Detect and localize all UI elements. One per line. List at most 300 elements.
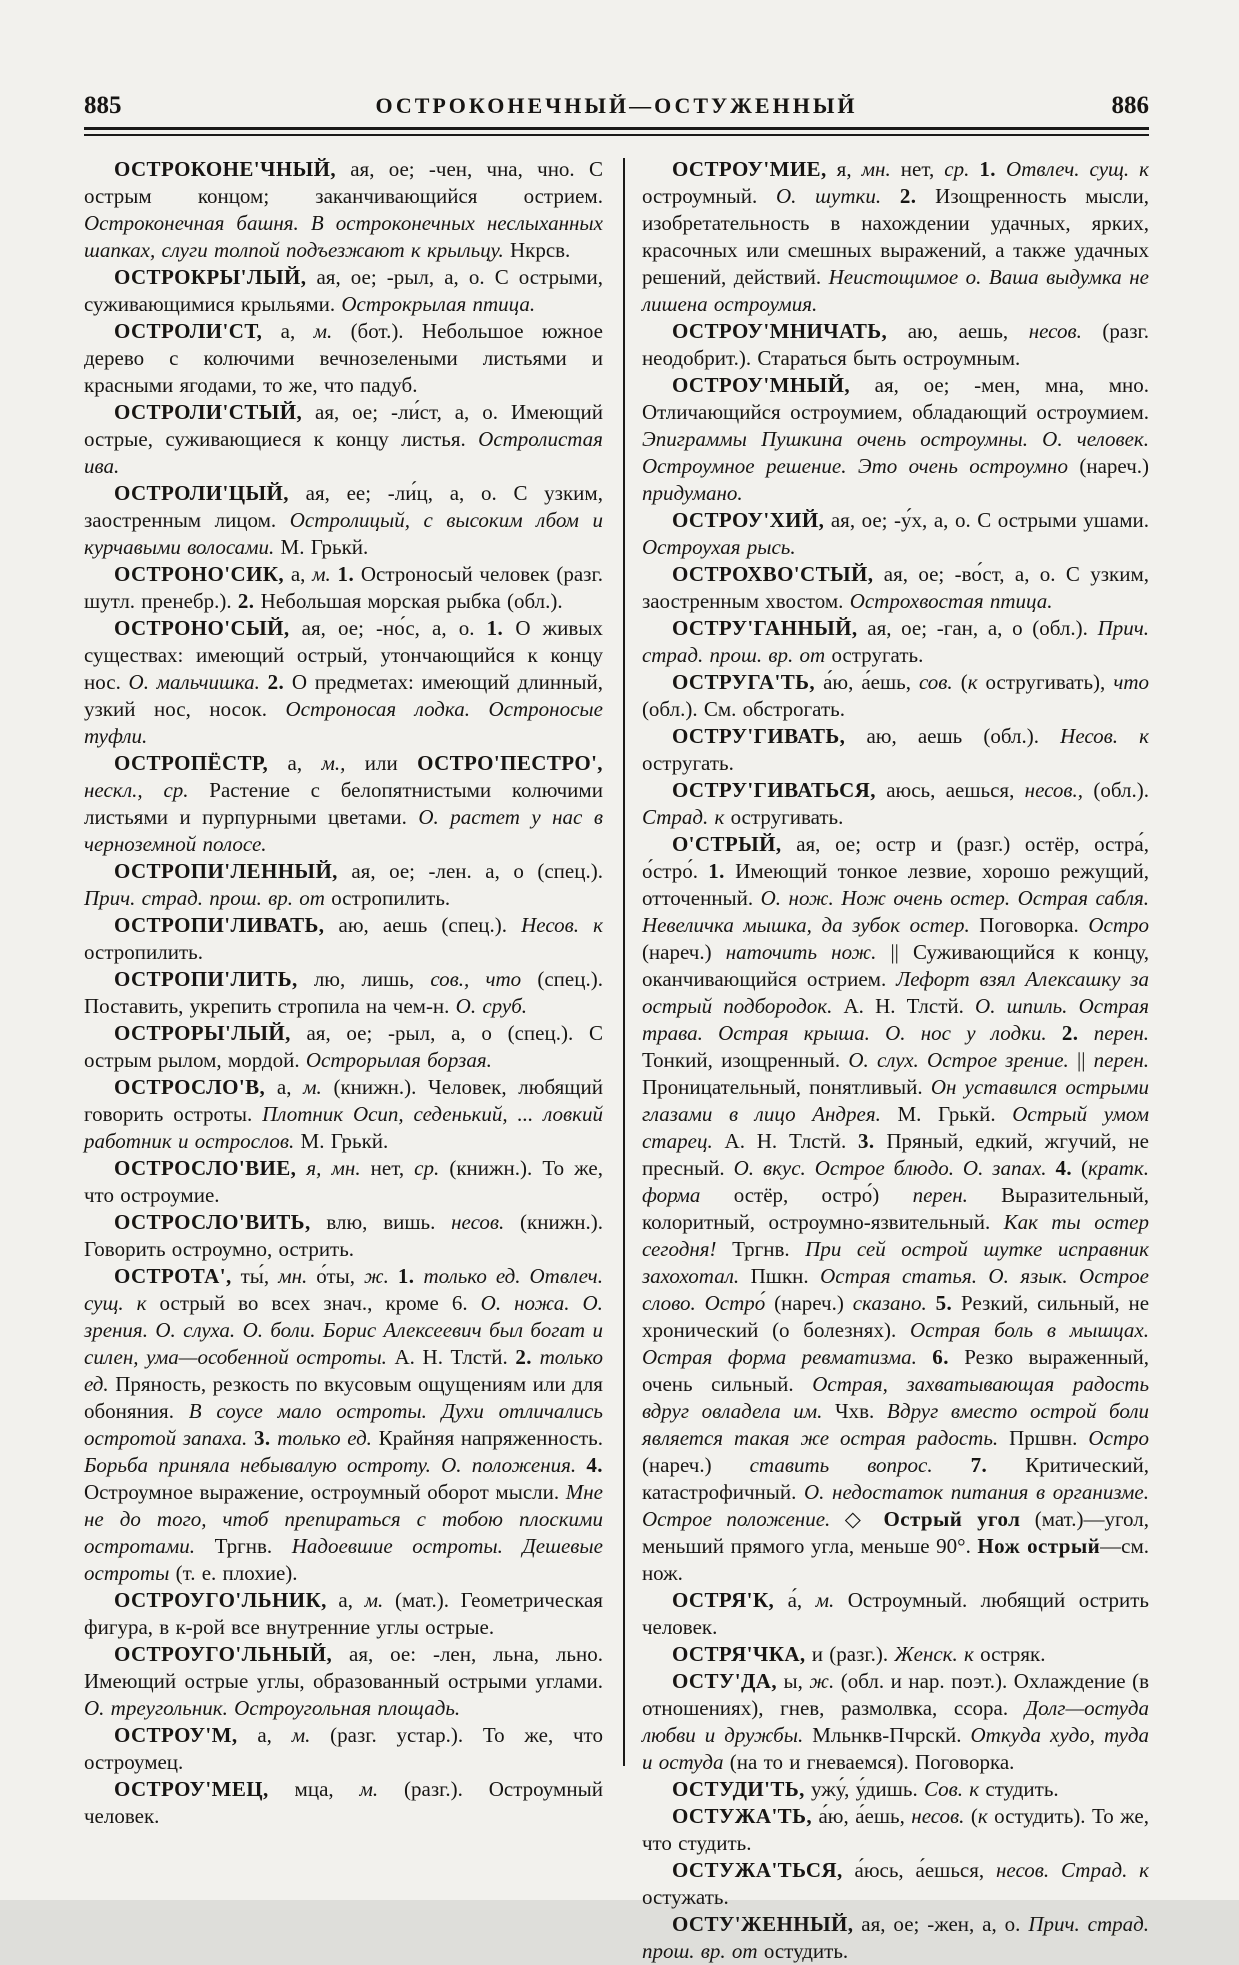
text-segment: Резкий, сильный, не хронический (о болезнях).: [641, 1291, 1150, 1342]
text-segment: Прич. страд. прош. вр. от: [641, 616, 1149, 667]
text-segment: Остроконечная башня. В остроконечных неслыханных шапках, слуги толпой подъезжают к крыльцу.: [84, 211, 603, 262]
dictionary-entry: [84, 561, 603, 615]
text-segment: Нож острый: [977, 1534, 1101, 1558]
dictionary-entry: [642, 1587, 1149, 1641]
text-segment: 7.: [970, 1453, 988, 1477]
text-segment: ОСТРОТА',: [114, 1264, 232, 1288]
text-segment: перен.: [912, 1183, 968, 1207]
text-segment: Он уставился острыми глазами в лицо Андрея.: [641, 1075, 1149, 1126]
text-segment: (мат.). Геометрическая фигура, в к-рой все внутренние углы острые.: [84, 1588, 603, 1639]
text-segment: остропилить.: [324, 886, 451, 910]
text-segment: (т. е. плохие).: [169, 1561, 298, 1585]
text-segment: я,: [826, 157, 862, 181]
text-segment: ОСТРЯ'ЧКА,: [671, 1642, 806, 1666]
dictionary-entry: [84, 912, 603, 966]
dictionary-entry: [642, 1803, 1149, 1857]
text-segment: аю, аешь (обл.).: [845, 724, 1061, 748]
text-segment: только ед.: [277, 1426, 372, 1450]
text-columns: [84, 156, 1150, 1963]
text-segment: При сей острой шутке исправник захохотал.: [641, 1237, 1149, 1288]
dictionary-entry: [642, 561, 1149, 615]
text-segment: Страд. к: [641, 805, 725, 829]
text-segment: ОСТУЖА'ТЬ,: [671, 1804, 813, 1828]
dictionary-entry: [642, 723, 1149, 777]
text-segment: || Суживающийся к концу, оканчивающийся острием.: [641, 940, 1149, 991]
text-segment: ОСТУ'ЖЕННЫЙ,: [671, 1912, 854, 1936]
dictionary-entry: [642, 372, 1149, 507]
text-segment: Небольшая морская рыбка (обл.).: [254, 589, 563, 613]
text-segment: студить.: [979, 1777, 1059, 1801]
text-segment: ОСТРОПИ'ЛЕННЫЙ,: [114, 859, 338, 883]
text-segment: Отвлеч. сущ. к: [1006, 157, 1150, 181]
text-segment: остужать.: [641, 1885, 729, 1909]
text-segment: [996, 157, 1006, 181]
text-segment: Пряность, резкость по вкусовым ощущениям или для обоняния.: [84, 1372, 603, 1423]
text-segment: Пршвн.: [998, 1426, 1089, 1450]
text-segment: ОСТРУ'ГИВАТЬСЯ,: [671, 778, 876, 802]
text-segment: ая, ее; -ли́ц, а, о. С узким, заостренным лицом.: [84, 481, 603, 532]
text-segment: (: [1072, 1156, 1088, 1180]
text-segment: Мльнкв-Пчрскй.: [803, 1723, 971, 1747]
text-segment: перен.: [1093, 1048, 1149, 1072]
text-segment: (нареч.): [641, 940, 726, 964]
text-segment: ОСТРОЛИ'СТЫЙ,: [114, 400, 303, 424]
text-segment: Нкрсв.: [503, 238, 571, 262]
text-segment: ср.: [414, 1156, 440, 1180]
text-segment: 4.: [1055, 1156, 1073, 1180]
text-segment: А. Н. Тлстй.: [712, 1129, 858, 1153]
text-segment: 2.: [237, 589, 255, 613]
text-segment: Несов. к: [1060, 724, 1149, 748]
text-segment: м.: [364, 1588, 384, 1612]
text-segment: ОСТУДИ'ТЬ,: [671, 1777, 805, 1801]
dictionary-entry: [84, 966, 603, 1020]
text-segment: М. Грькй.: [294, 1129, 389, 1153]
text-segment: О. нож. Нож очень остер. Острая сабля. Невеличка мышка, да зубок остер.: [641, 886, 1150, 937]
dictionary-entry: [84, 264, 603, 318]
text-segment: ОСТРОУ'МИЕ,: [671, 157, 827, 181]
text-segment: Лефорт взял Алексашку за острый подбородок.: [641, 967, 1149, 1018]
text-segment: к: [967, 670, 978, 694]
text-segment: остругивать.: [724, 805, 844, 829]
text-segment: 3.: [253, 1426, 271, 1450]
text-segment: Пряный, едкий, жгучий, не пресный.: [641, 1129, 1149, 1180]
text-segment: ая, ое; -лен. а, о (спец.).: [337, 859, 603, 883]
text-segment: Острая, захватывающая радость вдруг овладела им.: [641, 1372, 1150, 1423]
text-segment: ж.: [364, 1264, 389, 1288]
dictionary-entry: [642, 1641, 1149, 1668]
text-segment: Острая статья. О. язык. Острое слово. Остро́: [641, 1264, 1150, 1315]
text-segment: (нареч.): [641, 1453, 750, 1477]
text-segment: О предметах: имеющий длинный, узкий нос, носок.: [84, 670, 603, 721]
text-segment: 4.: [586, 1453, 603, 1477]
dictionary-entry: [84, 858, 603, 912]
text-segment: Остроносая лодка. Остроносые туфли.: [84, 697, 603, 748]
text-segment: Остро: [1088, 1426, 1149, 1450]
text-segment: (книжн.). Говорить остроумно, острить.: [84, 1210, 603, 1261]
dictionary-entry: [642, 318, 1149, 372]
text-segment: Крайняя напряженность.: [371, 1426, 603, 1450]
text-segment: О'СТРЫЙ,: [671, 832, 782, 856]
text-segment: (спец.). Поставить, укрепить стропила на чем-н.: [84, 967, 603, 1018]
text-segment: Резко выраженный, очень сильный.: [641, 1345, 1149, 1396]
dictionary-entry: [642, 1911, 1149, 1965]
text-segment: м.: [359, 1777, 379, 1801]
text-segment: 1.: [979, 157, 996, 181]
text-segment: ая, ое; остр и (разг.) остёр, остра́, о́стро́.: [641, 832, 1149, 883]
text-segment: О. недостаток питания в организме. Острое положение.: [641, 1480, 1149, 1531]
text-segment: Несов. к: [521, 913, 603, 937]
text-segment: (на то и гневаемся). Поговорка.: [723, 1750, 1015, 1774]
text-segment: [1047, 1021, 1062, 1045]
text-segment: (нареч.): [1067, 454, 1149, 478]
text-segment: Плотник Осип, седенький, ... ловкий работник и острослов.: [84, 1102, 603, 1153]
text-segment: ОСТРУ'ГАННЫЙ,: [671, 616, 858, 640]
dictionary-entry: [84, 399, 603, 480]
text-segment: А. Н. Тлстй.: [386, 1345, 516, 1369]
text-segment: только ед.: [84, 1345, 603, 1396]
text-segment: ОСТРОНО'СЫЙ,: [114, 616, 290, 640]
text-segment: 1.: [397, 1264, 415, 1288]
text-segment: ср.: [944, 157, 970, 181]
text-segment: 5.: [935, 1291, 953, 1315]
text-segment: [576, 1453, 586, 1477]
dictionary-entry: [84, 1587, 603, 1641]
text-segment: [927, 1291, 936, 1315]
text-segment: только ед. Отвлеч. сущ. к: [84, 1264, 603, 1315]
text-segment: ая, ое; -рыл, а, о (спец.). С острым рылом, мордой.: [84, 1021, 603, 1072]
text-segment: В соусе мало остроты. Духи отличались остротой запаха.: [84, 1399, 603, 1450]
text-segment: Остролицый, с высоким лбом и курчавыми волосами.: [84, 508, 603, 559]
text-segment: Эпиграммы Пушкина очень остроумны. О. человек. Остроумное решение. Это очень остроумно: [641, 427, 1149, 478]
text-segment: перен.: [1093, 1021, 1150, 1045]
text-segment: м.: [291, 1723, 311, 1747]
text-segment: Остро: [1088, 913, 1150, 937]
text-segment: О. растет у нас в черноземной полосе.: [84, 805, 603, 856]
dictionary-entry: [642, 777, 1149, 831]
text-segment: Поговорка.: [969, 913, 1089, 937]
text-segment: Женск. к: [894, 1642, 974, 1666]
text-segment: ОСТРО'ПЕСТРО',: [417, 751, 603, 775]
text-segment: М. Грькй.: [274, 535, 369, 559]
dictionary-entry: [84, 750, 603, 858]
dictionary-entry: [84, 1263, 603, 1587]
text-segment: ая, ое; -у́х, а, о. С острыми ушами.: [824, 508, 1149, 532]
text-segment: я, мн.: [306, 1156, 361, 1180]
text-segment: Проницательный, понятливый.: [641, 1075, 931, 1099]
text-segment: Растение с белопятнистыми колючими листьями и пурпурными цветами.: [84, 778, 603, 829]
text-segment: Тргнв.: [716, 1237, 806, 1261]
text-segment: ◇: [830, 1507, 884, 1531]
text-segment: Борьба приняла небывалую остроту. О. положения.: [84, 1453, 577, 1477]
text-segment: 3.: [858, 1129, 875, 1153]
text-segment: О. шутки.: [776, 184, 882, 208]
text-segment: О. слух. Острое зрение.: [848, 1048, 1069, 1072]
text-segment: (разг. устар.). То же, что остроумец.: [84, 1723, 603, 1774]
text-segment: [260, 670, 268, 694]
text-segment: О. мальчишка.: [128, 670, 260, 694]
text-segment: 2.: [1061, 1021, 1079, 1045]
text-segment: ОСТРОПИ'ЛИВАТЬ,: [114, 913, 325, 937]
text-segment: (обл. и нар. поэт.). Охлаждение (в отношениях), гнев, размолвка, ссора.: [641, 1669, 1150, 1720]
text-segment: ая, ое; -но́с, а, о.: [289, 616, 487, 640]
text-segment: мца,: [268, 1777, 360, 1801]
text-segment: ОСТРУГА'ТЬ,: [671, 670, 816, 694]
text-segment: Остроумный. любящий острить человек.: [641, 1588, 1150, 1639]
text-segment: остудить.: [757, 1939, 849, 1963]
text-segment: [1078, 1021, 1093, 1045]
text-segment: а,: [268, 751, 322, 775]
text-segment: ОСТРОУ'ХИЙ,: [671, 508, 825, 532]
text-segment: ты́,: [231, 1264, 279, 1288]
dictionary-entry: [84, 1776, 603, 1830]
text-segment: ужу́, у́дишь.: [804, 1777, 924, 1801]
text-segment: нескл., ср.: [84, 778, 189, 802]
text-segment: остроумный.: [641, 184, 777, 208]
text-segment: 2.: [899, 184, 917, 208]
text-segment: ая, ое; -жен, а, о.: [853, 1912, 1029, 1936]
text-segment: ОСТРОУ'МЕЦ,: [114, 1777, 269, 1801]
text-segment: ая, ое; -чен, чна, чно. С острым концом; заканчивающийся острием.: [84, 157, 603, 208]
text-segment: (мат.)—угол, меньший прямого угла, меньше 90°.: [641, 1507, 1150, 1558]
dictionary-entry: [642, 156, 1149, 318]
text-segment: Мне не до того, чтоб препираться с тобою плоскими остротами.: [84, 1480, 603, 1558]
text-segment: острый во всех знач., кроме 6.: [146, 1291, 481, 1315]
text-segment: (: [964, 1804, 978, 1828]
dictionary-entry: [642, 1776, 1149, 1803]
text-segment: ОСТРОНО'СИК,: [114, 562, 285, 586]
text-segment: сов.: [919, 670, 953, 694]
text-segment: ая, ое; -во́ст, а, о. С узким, заостренным хвостом.: [641, 562, 1149, 613]
text-segment: 2.: [267, 670, 285, 694]
text-segment: Как ты остер сегодня!: [641, 1210, 1149, 1261]
text-segment: [532, 1345, 540, 1369]
text-segment: ОСТРОЛИ'СТ,: [114, 319, 263, 343]
text-segment: [296, 1156, 306, 1180]
text-segment: а́юсь, а́ешься,: [842, 1858, 996, 1882]
text-segment: Острокрылая птица.: [341, 292, 536, 316]
text-segment: О. треугольник. Остроугольная площадь.: [84, 1696, 461, 1720]
text-segment: (книжн.). То же, что остроумие.: [84, 1156, 603, 1207]
text-segment: Острая боль в мышцах. Острая форма ревматизма.: [641, 1318, 1149, 1369]
text-segment: Имеющий тонкое лезвие, хорошо режущий, отточенный.: [641, 859, 1150, 910]
text-segment: мн.: [278, 1264, 308, 1288]
column-divider-rule: [623, 158, 625, 1766]
text-segment: ОСТУ'ДА,: [671, 1669, 778, 1693]
text-segment: остёр, остро́): [700, 1183, 913, 1207]
text-segment: м.: [303, 1075, 322, 1099]
text-segment: остругать.: [825, 643, 924, 667]
text-segment: остряк.: [973, 1642, 1046, 1666]
text-segment: Сов. к: [923, 1777, 980, 1801]
text-segment: ОСТРОРЫ'ЛЫЙ,: [114, 1021, 291, 1045]
text-segment: М. Грькй.: [880, 1102, 1013, 1126]
text-segment: наточить нож.: [725, 940, 877, 964]
text-segment: (книжн.). Человек, любящий говорить остроты.: [84, 1075, 603, 1126]
text-segment: [933, 1453, 971, 1477]
text-segment: [331, 562, 338, 586]
text-segment: ||: [1068, 1048, 1094, 1072]
dictionary-entry: [642, 1668, 1149, 1776]
text-segment: ОСТРОХВО'СТЫЙ,: [671, 562, 874, 586]
text-segment: [1049, 1858, 1061, 1882]
text-segment: Пшкн.: [739, 1264, 821, 1288]
text-segment: ая, ое; -ли́ст, а, о. Имеющий острые, суживающиеся к концу листья.: [84, 400, 603, 451]
text-segment: аю, аешь,: [887, 319, 1029, 343]
text-segment: несов.: [451, 1210, 505, 1234]
text-segment: м.: [815, 1588, 835, 1612]
text-segment: 1.: [708, 859, 725, 883]
text-segment: аюсь, аешься,: [875, 778, 1025, 802]
text-segment: сказано.: [852, 1291, 927, 1315]
text-segment: а,: [262, 319, 314, 343]
text-segment: Остроносый человек (разг. шутл. пренебр.).: [84, 562, 603, 613]
text-segment: ставить вопрос.: [749, 1453, 933, 1477]
dictionary-entry: [642, 615, 1149, 669]
text-segment: лю, лишь,: [297, 967, 431, 991]
right-column: [641, 156, 1150, 1963]
page-header: [84, 92, 1149, 120]
text-segment: Чхв.: [822, 1399, 887, 1423]
text-segment: ОСТРОСЛО'В,: [114, 1075, 266, 1099]
text-segment: мн.: [861, 157, 891, 181]
text-segment: сов., что: [430, 967, 522, 991]
text-segment: 1.: [486, 616, 504, 640]
text-segment: ая, ое: -лен, льна, льно. Имеющий острые углы, образованный острыми углами.: [84, 1642, 603, 1693]
text-segment: кратк. форма: [641, 1156, 1149, 1207]
dictionary-entry: [642, 1857, 1149, 1911]
text-segment: а́ю, а́ешь,: [815, 670, 919, 694]
text-segment: ы,: [777, 1669, 810, 1693]
text-segment: [389, 1264, 398, 1288]
text-segment: что: [1113, 670, 1149, 694]
text-segment: а,: [237, 1723, 292, 1747]
dictionary-entry: [642, 507, 1149, 561]
left-column: [84, 156, 603, 1828]
text-segment: придумано.: [641, 481, 743, 505]
text-segment: —см. нож.: [641, 1534, 1149, 1585]
text-segment: (нареч.): [765, 1291, 853, 1315]
text-segment: [881, 184, 900, 208]
text-segment: Прич. страд. прош. вр. от: [641, 1912, 1150, 1963]
text-segment: а́,: [774, 1588, 816, 1612]
text-segment: и (разг.).: [805, 1642, 895, 1666]
text-segment: [969, 157, 979, 181]
text-segment: Откуда худо, туда и остуда: [641, 1723, 1149, 1774]
dictionary-entry: [84, 615, 603, 750]
text-segment: ОСТРЯ'К,: [671, 1588, 775, 1612]
text-segment: Критический, катастрофичный.: [641, 1453, 1150, 1504]
text-segment: [917, 1345, 932, 1369]
text-segment: (обл.).: [1083, 778, 1149, 802]
text-segment: ОСТРУ'ГИВАТЬ,: [671, 724, 846, 748]
text-segment: аю, аешь (спец.).: [324, 913, 522, 937]
text-segment: Острый умом старец.: [641, 1102, 1149, 1153]
text-segment: о́ты,: [307, 1264, 365, 1288]
text-segment: Вдруг вместо острой боли является такая же острая радость.: [641, 1399, 1149, 1450]
text-segment: 2.: [515, 1345, 532, 1369]
text-segment: Остроухая рысь.: [641, 535, 796, 559]
text-segment: ОСТРОСЛО'ВИЕ,: [114, 1156, 297, 1180]
text-segment: несов.,: [1024, 778, 1084, 802]
text-segment: А. Н. Тлстй.: [832, 994, 976, 1018]
text-segment: ОСТРОПЁСТР,: [114, 751, 269, 775]
text-segment: Острый угол: [883, 1507, 1021, 1531]
text-segment: Острохвостая птица.: [849, 589, 1053, 613]
text-segment: О живых существах: имеющий острый, утончающийся к концу нос.: [84, 616, 603, 694]
text-segment: ОСТУЖА'ТЬСЯ,: [671, 1858, 843, 1882]
text-segment: (разг. неодобрит.). Стараться быть остроумным.: [641, 319, 1149, 370]
text-segment: О. ножа. О. зрения. О. слуха. О. боли. Борис Алексеевич был богат и силен, ума—особенной остроты.: [84, 1291, 603, 1369]
text-segment: а,: [284, 562, 313, 586]
text-segment: несов.: [995, 1858, 1050, 1882]
text-segment: несов.: [911, 1804, 965, 1828]
dictionary-entry: [84, 1641, 603, 1722]
header-rule: [84, 127, 1149, 136]
dictionary-entry: [84, 156, 603, 264]
text-segment: Страд. к: [1060, 1858, 1150, 1882]
dictionary-entry: [642, 669, 1149, 723]
dictionary-entry: [84, 318, 603, 399]
text-segment: ОСТРОПИ'ЛИТЬ,: [114, 967, 298, 991]
text-segment: ОСТРОУ'МНЫЙ,: [671, 373, 850, 397]
text-segment: м.: [312, 562, 331, 586]
dictionary-entry: [84, 480, 603, 561]
text-segment: 1.: [337, 562, 355, 586]
text-segment: Тонкий, изощренный.: [641, 1048, 849, 1072]
page-number-right: 886: [1111, 92, 1149, 119]
text-segment: Остроумное выражение, остроумный оборот мысли.: [84, 1480, 566, 1504]
text-segment: а́ю, а́ешь,: [812, 1804, 912, 1828]
text-segment: остругать.: [641, 751, 734, 775]
text-segment: Неистощимое о. Ваша выдумка не лишена остроумия.: [641, 265, 1149, 316]
text-segment: м.: [313, 319, 333, 343]
text-segment: ОСТРОУГО'ЛЬНЫЙ,: [114, 1642, 333, 1666]
text-segment: Тргнв.: [195, 1534, 292, 1558]
text-segment: остругивать),: [977, 670, 1114, 694]
text-segment: Выразительный, колоритный, остроумно-язвительный.: [641, 1183, 1149, 1234]
text-segment: ОСТРОКОНЕ'ЧНЫЙ,: [114, 157, 336, 181]
text-segment: остропилить.: [84, 940, 203, 964]
text-segment: ОСТРОУ'МНИЧАТЬ,: [671, 319, 888, 343]
text-segment: ая, ое; -рыл, а, о. С острыми, суживающимися крыльями.: [84, 265, 603, 316]
text-segment: или: [345, 751, 418, 775]
text-segment: нет,: [360, 1156, 415, 1180]
text-segment: О. вкус. Острое блюдо. О. запах.: [733, 1156, 1047, 1180]
text-segment: О. шпиль. Острая трава. Острая крыша. О. нос у лодки.: [641, 994, 1149, 1045]
text-segment: влю, вишь.: [310, 1210, 452, 1234]
text-segment: Долг—остуда любви и дружбы.: [641, 1696, 1149, 1747]
text-segment: Прич. страд. прош. вр. от: [84, 886, 325, 910]
running-head: ОСТРОКОНЕЧНЫЙ—ОСТУЖЕННЫЙ: [375, 93, 858, 118]
text-segment: м.,: [321, 751, 346, 775]
dictionary-entry: [84, 1074, 603, 1155]
page-number-left: 885: [84, 92, 122, 119]
text-segment: (разг.). Остроумный человек.: [84, 1777, 603, 1828]
text-segment: нет,: [890, 157, 945, 181]
dictionary-entry: [84, 1209, 603, 1263]
text-segment: (: [952, 670, 968, 694]
text-segment: [247, 1426, 254, 1450]
text-segment: О. сруб.: [455, 994, 528, 1018]
dictionary-entry: [84, 1155, 603, 1209]
text-segment: 6.: [932, 1345, 949, 1369]
text-segment: (бот.). Небольшое южное дерево с колючими вечнозелеными листьями и красными ягодами, то же, что падуб.: [84, 319, 603, 397]
dictionary-entry: [642, 831, 1149, 1587]
dictionary-entry: [84, 1020, 603, 1074]
text-segment: ОСТРОКРЫ'ЛЫЙ,: [114, 265, 307, 289]
dictionary-entry: [84, 1722, 603, 1776]
